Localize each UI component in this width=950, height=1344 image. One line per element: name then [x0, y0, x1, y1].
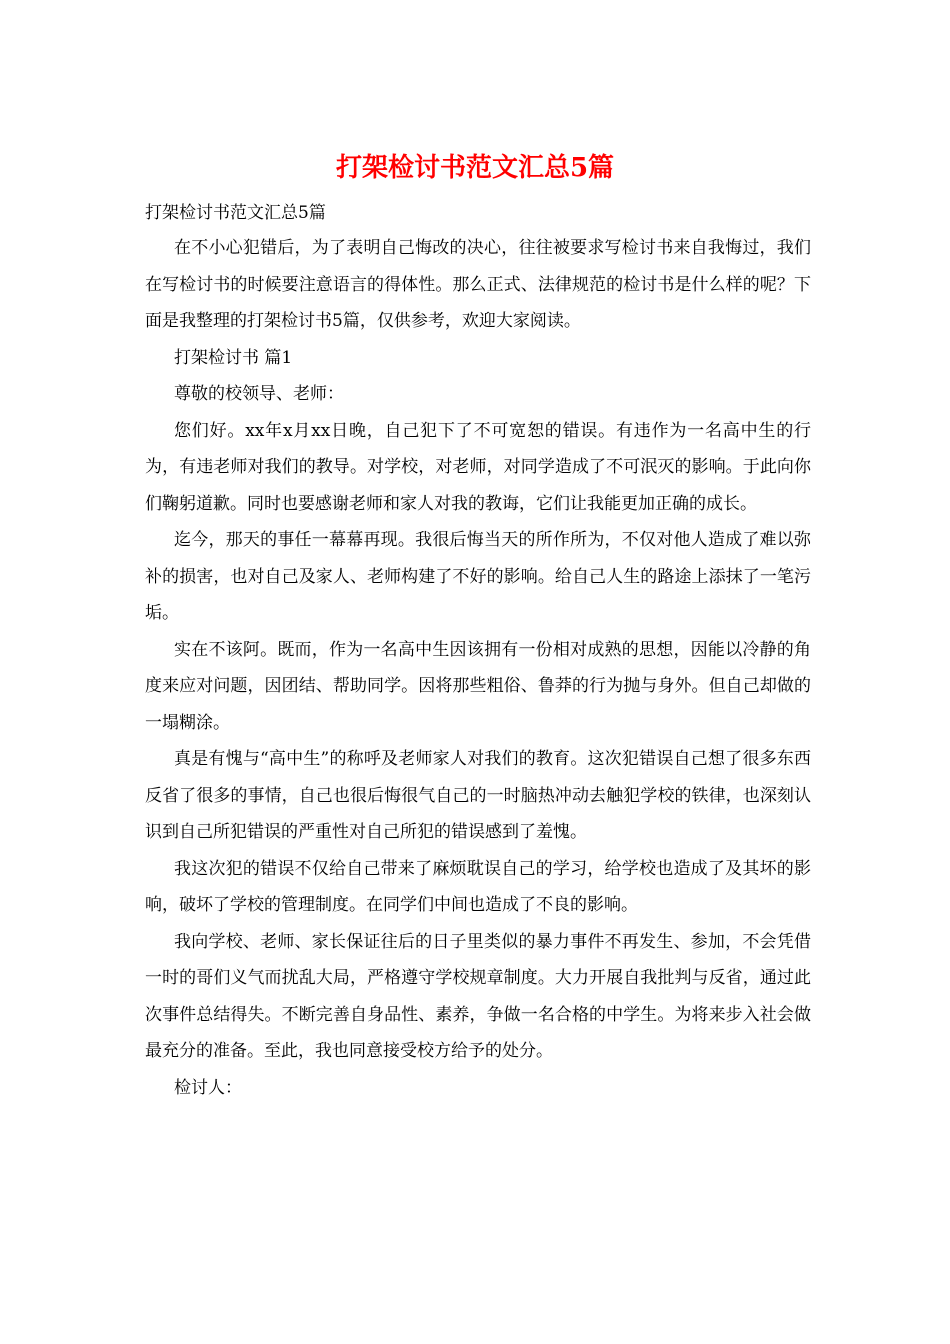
signature-line: 检讨人： [174, 1077, 242, 1098]
body-paragraph: 迄今，那天的事任一幕幕再现。我很后悔当天的所作所为，不仅对他人造成了难以弥补的损害，也对自己及家人、老师构建了不好的影响。给自己人生的路途上添抹了一笔污垢。 [145, 530, 811, 623]
body-paragraph: 我这次犯的错误不仅给自己带来了麻烦耽误自己的学习，给学校也造成了及其坏的影响，破坏了学校的管理制度。在同学们中间也造成了不良的影响。 [145, 858, 811, 915]
body-paragraph: 您们好。xx年x月xx日晚，自己犯下了不可宽恕的错误。有违作为一名高中生的行为，有违老师对我们的教导。对学校，对老师，对同学造成了不可泯灭的影响。于此向你们鞠躬道歉。同时也要感谢老师和家人对我的教诲，它们让我能更加正确的成长。 [145, 420, 811, 514]
body-paragraph: 我向学校、老师、家长保证往后的日子里类似的暴力事件不再发生、参加，不会凭借一时的哥们义气而扰乱大局，严格遵守学校规章制度。大力开展自我批判与反省，通过此次事件总结得失。不断完善自身品性、素养，争做一名合格的中学生。为将来步入社会做最充分的准备。至此，我也同意接受校方给予的处分。 [145, 931, 811, 1061]
document-subtitle: 打架检讨书范文汇总5篇 [145, 203, 326, 223]
document-body [145, 197, 811, 1106]
intro-paragraph: 在不小心犯错后，为了表明自己悔改的决心，往往被要求写检讨书来自我悔过，我们在写检讨书的时候要注意语言的得体性。那么正式、法律规范的检讨书是什么样的呢？下面是我整理的打架检讨书5篇，仅供参考，欢迎大家阅读。 [145, 238, 811, 331]
body-paragraph: 实在不该阿。既而，作为一名高中生因该拥有一份相对成熟的思想，因能以冷静的角度来应对问题，因团结、帮助同学。因将那些粗俗、鲁莽的行为抛与身外。但自己却做的一塌糊涂。 [145, 639, 811, 733]
body-paragraph: 真是有愧与“高中生”的称呼及老师家人对我们的教育。这次犯错误自己想了很多东西反省了很多的事情，自己也很后悔很气自己的一时脑热冲动去触犯学校的铁律，也深刻认识到自己所犯错误的严重性对自己所犯的错误感到了羞愧。 [145, 749, 811, 842]
document-title: 打架检讨书范文汇总5篇 [335, 153, 615, 183]
section-heading: 打架检讨书 篇1 [174, 347, 293, 368]
salutation: 尊敬的校领导、老师： [174, 384, 344, 404]
